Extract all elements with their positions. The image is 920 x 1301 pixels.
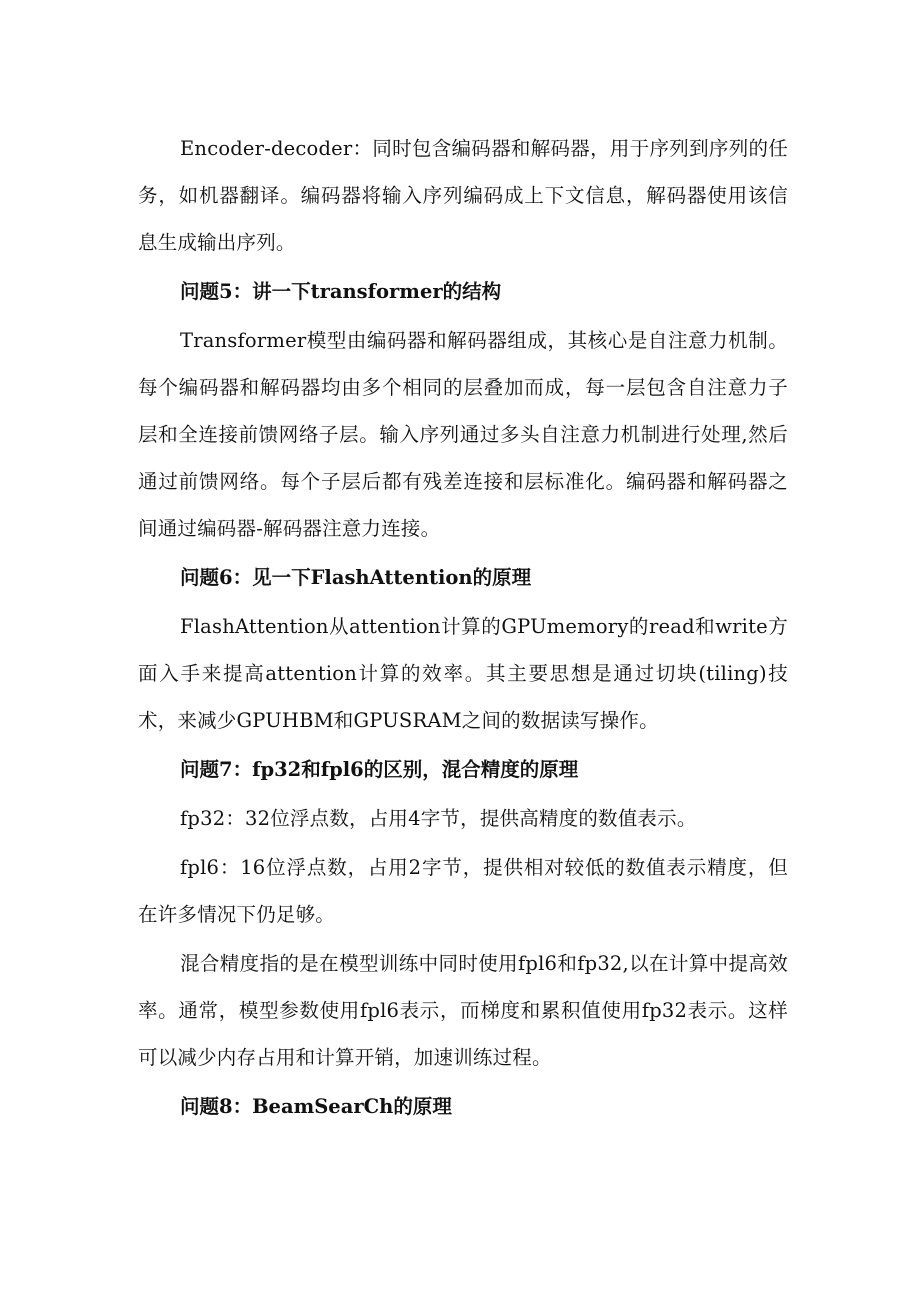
question-7-heading: 问题7：fp32和fpl6的区别，混合精度的原理 [180, 758, 579, 781]
document-body [138, 125, 788, 1132]
question-8-heading: 问题8：BeamSearCh的原理 [180, 1095, 452, 1118]
paragraph-fp32: fp32：32位浮点数，占用4字节，提供高精度的数值表示。 [180, 807, 697, 830]
paragraph-mixed-precision: 混合精度指的是在模型训练中同时使用fpl6和fp32,以在计算中提高效率。通常，模型参数使用fpl6表示，而梯度和累积值使用fp32表示。这样可以减少内存占用和计算开销，加速训练过程。 [138, 952, 788, 1069]
paragraph-fp16: fpl6：16位浮点数，占用2字节，提供相对较低的数值表示精度，但在许多情况下仍足够。 [138, 856, 788, 926]
question-5-heading: 问题5：讲一下transformer的结构 [180, 280, 502, 303]
paragraph-transformer-structure: Transformer模型由编码器和解码器组成，其核心是自注意力机制。每个编码器和解码器均由多个相同的层叠加而成，每一层包含自注意力子层和全连接前馈网络子层。输入序列通过多头自注意力机制进行处理,然后通过前馈网络。每个子层后都有残差连接和层标准化。编码器和解码器之间通过编码器-解码器注意力连接。 [138, 329, 788, 540]
paragraph-encoder-decoder: Encoder-decoder：同时包含编码器和解码器，用于序列到序列的任务，如机器翻译。编码器将输入序列编码成上下文信息，解码器使用该信息生成输出序列。 [138, 137, 788, 254]
paragraph-flashattention: FlashAttention从attention计算的GPUmemory的read和write方面入手来提高attention计算的效率。其主要思想是通过切块(tiling)技术，来减少GPUHBM和GPUSRAM之间的数据读写操作。 [138, 615, 788, 732]
question-6-heading: 问题6：见一下FlashAttention的原理 [180, 566, 532, 589]
